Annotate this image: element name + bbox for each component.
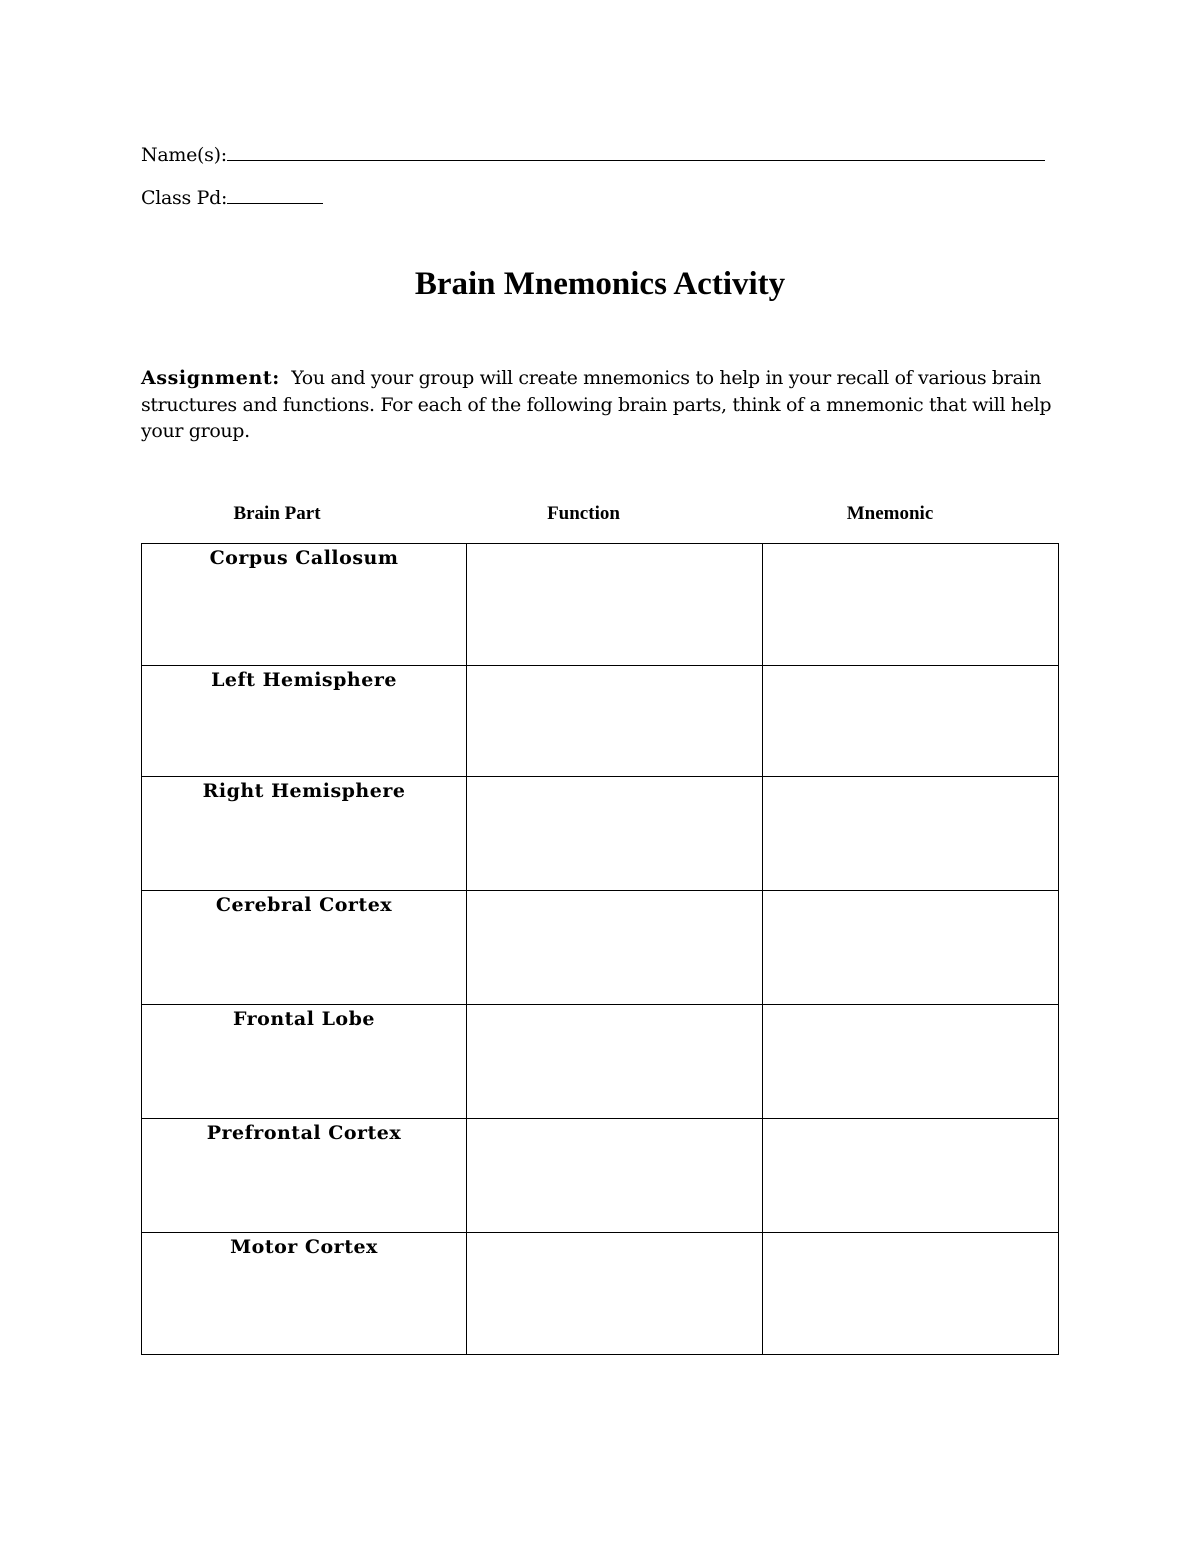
function-cell[interactable] xyxy=(467,666,763,777)
mnemonics-table xyxy=(141,543,1059,1355)
column-header-brain-part: Brain Part xyxy=(233,503,321,524)
names-label: Name(s): xyxy=(141,144,227,166)
function-cell[interactable] xyxy=(467,544,763,666)
function-cell[interactable] xyxy=(467,1005,763,1119)
assignment-label: Assignment: xyxy=(141,367,280,389)
column-header-mnemonic: Mnemonic xyxy=(846,503,934,524)
mnemonic-cell[interactable] xyxy=(763,1119,1059,1233)
brain-part-cell: Left Hemisphere xyxy=(142,666,467,777)
mnemonic-cell[interactable] xyxy=(763,891,1059,1005)
brain-part-cell: Frontal Lobe xyxy=(142,1005,467,1119)
table-row xyxy=(142,1119,1059,1233)
table-row xyxy=(142,777,1059,891)
column-header-function: Function xyxy=(547,503,620,524)
mnemonic-cell[interactable] xyxy=(763,1005,1059,1119)
table-row xyxy=(142,544,1059,666)
table-row xyxy=(142,666,1059,777)
names-input-line[interactable] xyxy=(227,142,1045,161)
table-row xyxy=(142,1233,1059,1355)
assignment-text: You and your group will create mnemonics to help in your recall of various brain structures and functions. For each of the following brain parts, think of a mnemonic that will help your group. xyxy=(141,367,1052,442)
function-cell[interactable] xyxy=(467,1119,763,1233)
assignment-paragraph xyxy=(141,365,1071,445)
mnemonic-cell[interactable] xyxy=(763,544,1059,666)
function-cell[interactable] xyxy=(467,1233,763,1355)
mnemonic-cell[interactable] xyxy=(763,666,1059,777)
table-row xyxy=(142,1005,1059,1119)
mnemonic-cell[interactable] xyxy=(763,777,1059,891)
page-title: Brain Mnemonics Activity xyxy=(414,266,786,302)
function-cell[interactable] xyxy=(467,777,763,891)
mnemonic-cell[interactable] xyxy=(763,1233,1059,1355)
class-period-field xyxy=(141,185,323,209)
brain-part-cell: Prefrontal Cortex xyxy=(142,1119,467,1233)
class-period-input-line[interactable] xyxy=(227,185,323,204)
table-row xyxy=(142,891,1059,1005)
brain-part-cell: Right Hemisphere xyxy=(142,777,467,891)
brain-part-cell: Motor Cortex xyxy=(142,1233,467,1355)
brain-part-cell: Cerebral Cortex xyxy=(142,891,467,1005)
names-field xyxy=(141,142,1045,166)
class-period-label: Class Pd: xyxy=(141,187,228,209)
function-cell[interactable] xyxy=(467,891,763,1005)
brain-part-cell: Corpus Callosum xyxy=(142,544,467,666)
